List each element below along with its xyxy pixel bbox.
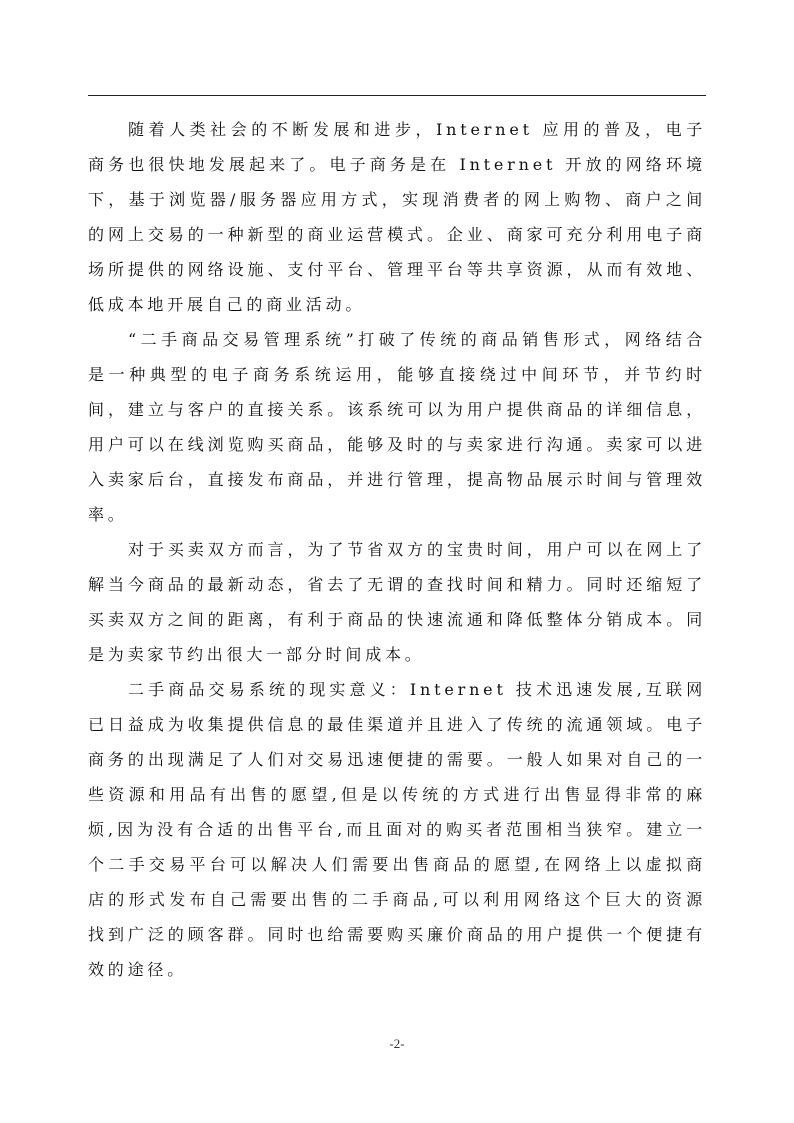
body-text [88,112,706,987]
paragraph-system-overview: “二手商品交易管理系统”打破了传统的商品销售形式，网络结合是一种典型的电子商务系统运用，能够直接绕过中间环节，并节约时间，建立与客户的直接关系。该系统可以为用户提供商品的详细信息，用户可以在线浏览购买商品，能够及时的与卖家进行沟通。卖家可以进入卖家后台，直接发布商品，并进行管理，提高物品展示时间与管理效率。 [88,330,706,524]
paragraph-intro: 随着人类社会的不断发展和进步，Internet 应用的普及，电子商务也很快地发展起来了。电子商务是在 Internet 开放的网络环境下，基于浏览器/服务器应用方式，实现消费者的网上购物、商户之间的网上交易的一种新型的商业运营模式。企业、商家可充分利用电子商场所提供的网络设施、支付平台、管理平台等共享资源，从而有效地、低成本地开展自己的商业活动。 [88,120,706,314]
paragraph-significance: 二手商品交易系统的现实意义：Internet 技术迅速发展,互联网已日益成为收集提供信息的最佳渠道并且进入了传统的流通领域。电子商务的出现满足了人们对交易迅速便捷的需要。一般人如果对自己的一些资源和用品有出售的愿望,但是以传统的方式进行出售显得非常的麻烦,因为没有合适的出售平台,而且面对的购买者范围相当狭窄。建立一个二手交易平台可以解决人们需要出售商品的愿望,在网络上以虚拟商店的形式发布自己需要出售的二手商品,可以利用网络这个巨大的资源找到广泛的顾客群。同时也给需要购买廉价商品的用户提供一个便捷有效的途径。 [88,680,706,979]
paragraph-benefits: 对于买卖双方而言，为了节省双方的宝贵时间，用户可以在网上了解当今商品的最新动态，省去了无谓的查找时间和精力。同时还缩短了买卖双方之间的距离，有利于商品的快速流通和降低整体分销成本。同是为卖家节约出很大一部分时间成本。 [88,540,706,664]
page-number: -2- [389,1036,405,1051]
header-rule [88,95,706,96]
